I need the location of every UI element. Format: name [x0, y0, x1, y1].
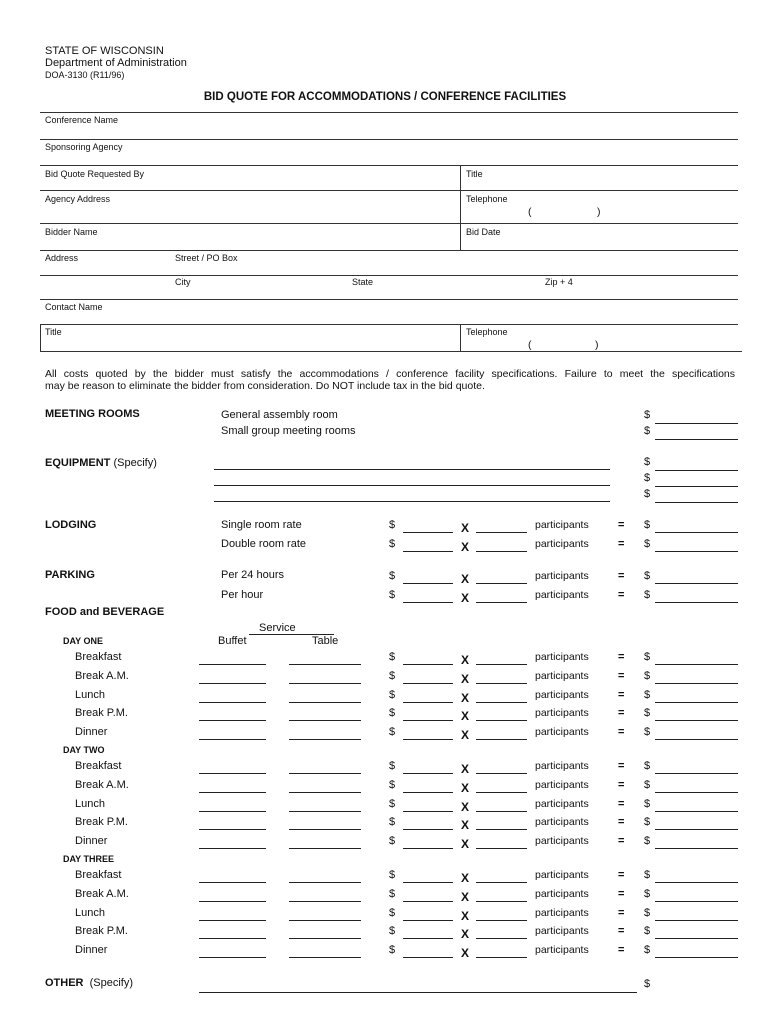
multiply-sign: X: [461, 591, 470, 605]
buffet-field[interactable]: [199, 739, 266, 740]
dollar-sign: $: [644, 816, 651, 828]
table-field[interactable]: [289, 882, 361, 883]
label-agency-address: Agency Address: [45, 194, 111, 204]
form-number: DOA-3130 (R11/96): [45, 70, 125, 80]
dollar-sign: $: [389, 726, 396, 738]
meal-label: Breakfast: [75, 869, 122, 881]
meal-label: Break P.M.: [75, 925, 128, 937]
total-field[interactable]: [655, 811, 738, 812]
equals-sign: =: [618, 835, 625, 847]
buffet-field[interactable]: [199, 848, 266, 849]
table-field[interactable]: [289, 739, 361, 740]
participants-label: participants: [535, 726, 589, 738]
equals-sign: =: [618, 538, 625, 550]
participants-field[interactable]: [476, 957, 527, 958]
label-telephone-2: Telephone: [466, 327, 508, 337]
day-one-label: DAY ONE: [63, 636, 104, 646]
table-field[interactable]: [289, 773, 361, 774]
rate-field[interactable]: [403, 739, 453, 740]
equipment-field[interactable]: [214, 485, 610, 486]
participants-field[interactable]: [476, 792, 527, 793]
buffet-label: Buffet: [218, 635, 247, 647]
buffet-field[interactable]: [199, 901, 266, 902]
total-field[interactable]: [655, 792, 738, 793]
participants-label: participants: [535, 670, 589, 682]
meal-label: Break A.M.: [75, 670, 129, 682]
rate-field[interactable]: [403, 811, 453, 812]
meal-label: Lunch: [75, 907, 105, 919]
dollar-sign: $: [644, 888, 651, 900]
total-field[interactable]: [655, 920, 738, 921]
equals-sign: =: [618, 798, 625, 810]
multiply-sign: X: [461, 728, 470, 742]
label-title-2: Title: [45, 327, 62, 337]
total-field[interactable]: [655, 532, 738, 533]
amount-field[interactable]: [655, 486, 738, 487]
equals-sign: =: [618, 779, 625, 791]
amount-field[interactable]: [655, 439, 738, 440]
instructions-line-2: may be reason to eliminate the bidder from consideration. Do NOT include tax in the bid quote.: [45, 380, 485, 392]
label-zip: Zip + 4: [545, 277, 573, 287]
dollar-sign: $: [644, 456, 651, 468]
dollar-sign: $: [644, 707, 651, 719]
equals-sign: =: [618, 689, 625, 701]
participants-label: participants: [535, 816, 589, 828]
equipment-label: EQUIPMENT: [45, 457, 111, 469]
parking-item: Per hour: [221, 589, 264, 601]
parking-heading: PARKING: [45, 569, 95, 581]
meeting-rooms-heading: MEETING ROOMS: [45, 408, 140, 420]
multiply-sign: X: [461, 909, 470, 923]
dollar-sign: $: [389, 538, 396, 550]
equals-sign: =: [618, 925, 625, 937]
participants-label: participants: [535, 538, 589, 550]
rate-field[interactable]: [403, 882, 453, 883]
total-field[interactable]: [655, 551, 738, 552]
dollar-sign: $: [389, 519, 396, 531]
field-contact-name[interactable]: [40, 324, 738, 325]
dollar-sign: $: [644, 409, 651, 421]
multiply-sign: X: [461, 709, 470, 723]
equals-sign: =: [618, 869, 625, 881]
dollar-sign: $: [644, 726, 651, 738]
dollar-sign: $: [389, 869, 396, 881]
table-field[interactable]: [289, 792, 361, 793]
buffet-field[interactable]: [199, 664, 266, 665]
label-conference-name: Conference Name: [45, 115, 119, 125]
table-field[interactable]: [289, 901, 361, 902]
field-title-telephone[interactable]: [40, 351, 742, 352]
buffet-field[interactable]: [199, 882, 266, 883]
lodging-item: Double room rate: [221, 538, 306, 550]
rate-field[interactable]: [403, 773, 453, 774]
multiply-sign: X: [461, 818, 470, 832]
label-address: Address: [45, 253, 79, 263]
buffet-field[interactable]: [199, 811, 266, 812]
dollar-sign: $: [389, 570, 396, 582]
dollar-sign: $: [389, 689, 396, 701]
rate-field[interactable]: [403, 957, 453, 958]
participants-label: participants: [535, 651, 589, 663]
equals-sign: =: [618, 707, 625, 719]
department-name: Department of Administration: [45, 57, 187, 69]
rate-field[interactable]: [403, 602, 453, 603]
participants-field[interactable]: [476, 602, 527, 603]
buffet-field[interactable]: [199, 720, 266, 721]
participants-field[interactable]: [476, 829, 527, 830]
equals-sign: =: [618, 726, 625, 738]
other-heading: [45, 977, 133, 989]
table-field[interactable]: [289, 848, 361, 849]
participants-field[interactable]: [476, 583, 527, 584]
rate-field[interactable]: [403, 664, 453, 665]
table-label: Table: [312, 635, 339, 647]
rate-field[interactable]: [403, 829, 453, 830]
table-field[interactable]: [289, 829, 361, 830]
dollar-sign: $: [389, 589, 396, 601]
participants-label: participants: [535, 589, 589, 601]
participants-field[interactable]: [476, 551, 527, 552]
participants-field[interactable]: [476, 683, 527, 684]
multiply-sign: X: [461, 540, 470, 554]
participants-field[interactable]: [476, 882, 527, 883]
total-field[interactable]: [655, 938, 738, 939]
participants-label: participants: [535, 925, 589, 937]
multiply-sign: X: [461, 837, 470, 851]
participants-label: participants: [535, 888, 589, 900]
dollar-sign: $: [644, 835, 651, 847]
label-bid-date: Bid Date: [466, 227, 501, 237]
participants-label: participants: [535, 779, 589, 791]
dollar-sign: $: [644, 798, 651, 810]
paren-open-2: (: [528, 339, 532, 351]
rate-field[interactable]: [403, 720, 453, 721]
rate-field[interactable]: [403, 938, 453, 939]
dollar-sign: $: [389, 760, 396, 772]
field-sponsoring-agency[interactable]: [40, 165, 738, 166]
meal-label: Break A.M.: [75, 779, 129, 791]
rate-field[interactable]: [403, 683, 453, 684]
meal-label: Dinner: [75, 944, 108, 956]
meeting-room-item: Small group meeting rooms: [221, 425, 356, 437]
total-field[interactable]: [655, 829, 738, 830]
dollar-sign: $: [644, 907, 651, 919]
participants-label: participants: [535, 689, 589, 701]
dollar-sign: $: [644, 425, 651, 437]
meal-label: Breakfast: [75, 760, 122, 772]
dollar-sign: $: [389, 816, 396, 828]
buffet-field[interactable]: [199, 702, 266, 703]
multiply-sign: X: [461, 800, 470, 814]
rate-field[interactable]: [403, 551, 453, 552]
table-field[interactable]: [289, 811, 361, 812]
other-field[interactable]: [199, 992, 637, 993]
participants-field[interactable]: [476, 532, 527, 533]
total-field[interactable]: [655, 664, 738, 665]
total-field[interactable]: [655, 901, 738, 902]
participants-label: participants: [535, 760, 589, 772]
dollar-sign: $: [389, 907, 396, 919]
dollar-sign: $: [389, 651, 396, 663]
field-requested-by[interactable]: [40, 190, 738, 191]
label-city: City: [175, 277, 191, 287]
meal-label: Lunch: [75, 689, 105, 701]
label-bidder-name: Bidder Name: [45, 227, 98, 237]
equipment-field[interactable]: [214, 501, 610, 502]
table-field[interactable]: [289, 720, 361, 721]
dollar-sign: $: [389, 888, 396, 900]
multiply-sign: X: [461, 946, 470, 960]
field-city-state-zip[interactable]: [40, 299, 738, 300]
dollar-sign: $: [644, 978, 651, 990]
state-name: STATE OF WISCONSIN: [45, 45, 164, 57]
buffet-field[interactable]: [199, 683, 266, 684]
meal-label: Break P.M.: [75, 707, 128, 719]
equals-sign: =: [618, 570, 625, 582]
amount-field[interactable]: [655, 502, 738, 503]
field-street[interactable]: [40, 275, 738, 276]
total-field[interactable]: [655, 882, 738, 883]
meal-label: Break P.M.: [75, 816, 128, 828]
buffet-field[interactable]: [199, 957, 266, 958]
field-bidder-name[interactable]: [40, 250, 738, 251]
dollar-sign: $: [644, 589, 651, 601]
buffet-field[interactable]: [199, 920, 266, 921]
label-sponsoring-agency: Sponsoring Agency: [45, 142, 123, 152]
dollar-sign: $: [389, 798, 396, 810]
rate-field[interactable]: [403, 792, 453, 793]
multiply-sign: X: [461, 762, 470, 776]
buffet-field[interactable]: [199, 792, 266, 793]
multiply-sign: X: [461, 653, 470, 667]
rate-field[interactable]: [403, 583, 453, 584]
amount-field[interactable]: [655, 470, 738, 471]
participants-field[interactable]: [476, 920, 527, 921]
buffet-field[interactable]: [199, 938, 266, 939]
dollar-sign: $: [644, 651, 651, 663]
dollar-sign: $: [644, 869, 651, 881]
participants-label: participants: [535, 907, 589, 919]
other-label: OTHER: [45, 977, 84, 989]
dollar-sign: $: [644, 689, 651, 701]
dollar-sign: $: [389, 925, 396, 937]
equals-sign: =: [618, 519, 625, 531]
participants-field[interactable]: [476, 739, 527, 740]
parking-item: Per 24 hours: [221, 569, 284, 581]
participants-label: participants: [535, 869, 589, 881]
total-field[interactable]: [655, 583, 738, 584]
equipment-field[interactable]: [214, 469, 610, 470]
total-field[interactable]: [655, 683, 738, 684]
service-label: Service: [259, 622, 296, 634]
total-field[interactable]: [655, 773, 738, 774]
equals-sign: =: [618, 589, 625, 601]
participants-field[interactable]: [476, 720, 527, 721]
meal-label: Break A.M.: [75, 888, 129, 900]
rate-field[interactable]: [403, 901, 453, 902]
rate-field[interactable]: [403, 702, 453, 703]
table-field[interactable]: [289, 957, 361, 958]
label-title-1: Title: [466, 169, 483, 179]
food-beverage-heading: FOOD and BEVERAGE: [45, 606, 165, 618]
dollar-sign: $: [389, 707, 396, 719]
rate-field[interactable]: [403, 920, 453, 921]
form-title: BID QUOTE FOR ACCOMMODATIONS / CONFERENCE FACILITIES: [203, 91, 567, 103]
table-field[interactable]: [289, 683, 361, 684]
equals-sign: =: [618, 907, 625, 919]
participants-field[interactable]: [476, 938, 527, 939]
multiply-sign: X: [461, 871, 470, 885]
dollar-sign: $: [644, 925, 651, 937]
multiply-sign: X: [461, 927, 470, 941]
dollar-sign: $: [644, 944, 651, 956]
dollar-sign: $: [644, 670, 651, 682]
buffet-field[interactable]: [199, 829, 266, 830]
label-requested-by: Bid Quote Requested By: [45, 169, 145, 179]
dollar-sign: $: [644, 519, 651, 531]
multiply-sign: X: [461, 691, 470, 705]
table-field[interactable]: [289, 664, 361, 665]
field-conference-name[interactable]: [40, 139, 738, 140]
dollar-sign: $: [644, 488, 651, 500]
participants-field[interactable]: [476, 848, 527, 849]
day-three-label: DAY THREE: [63, 854, 115, 864]
dollar-sign: $: [644, 538, 651, 550]
meal-label: Dinner: [75, 726, 108, 738]
paren-close-1: ): [597, 206, 601, 218]
multiply-sign: X: [461, 572, 470, 586]
paren-open-1: (: [528, 206, 532, 218]
dollar-sign: $: [389, 835, 396, 847]
dollar-sign: $: [389, 944, 396, 956]
total-field[interactable]: [655, 739, 738, 740]
multiply-sign: X: [461, 781, 470, 795]
dollar-sign: $: [644, 779, 651, 791]
participants-field[interactable]: [476, 811, 527, 812]
total-field[interactable]: [655, 602, 738, 603]
participants-field[interactable]: [476, 773, 527, 774]
participants-label: participants: [535, 798, 589, 810]
equals-sign: =: [618, 888, 625, 900]
label-state: State: [352, 277, 374, 287]
participants-field[interactable]: [476, 702, 527, 703]
participants-label: participants: [535, 707, 589, 719]
multiply-sign: X: [461, 672, 470, 686]
dollar-sign: $: [644, 570, 651, 582]
label-street: Street / PO Box: [175, 253, 238, 263]
multiply-sign: X: [461, 521, 470, 535]
participants-field[interactable]: [476, 901, 527, 902]
meal-label: Lunch: [75, 798, 105, 810]
total-field[interactable]: [655, 848, 738, 849]
instructions-line-1: All costs quoted by the bidder must satisfy the accommodations / conference facility specifications. Failure to meet the specifications: [45, 368, 735, 380]
equals-sign: =: [618, 816, 625, 828]
rate-field[interactable]: [403, 848, 453, 849]
participants-field[interactable]: [476, 664, 527, 665]
table-field[interactable]: [289, 938, 361, 939]
equals-sign: =: [618, 944, 625, 956]
equipment-specify: (Specify): [113, 457, 157, 469]
participants-label: participants: [535, 519, 589, 531]
day-two-label: DAY TWO: [63, 745, 105, 755]
total-field[interactable]: [655, 957, 738, 958]
equipment-heading: [45, 457, 157, 469]
meal-label: Breakfast: [75, 651, 122, 663]
meal-label: Dinner: [75, 835, 108, 847]
dollar-sign: $: [389, 670, 396, 682]
amount-field[interactable]: [655, 423, 738, 424]
lodging-heading: LODGING: [45, 519, 97, 531]
buffet-field[interactable]: [199, 773, 266, 774]
total-field[interactable]: [655, 720, 738, 721]
participants-label: participants: [535, 944, 589, 956]
dollar-sign: $: [644, 760, 651, 772]
equals-sign: =: [618, 651, 625, 663]
dollar-sign: $: [389, 779, 396, 791]
meeting-room-item: General assembly room: [221, 409, 338, 421]
field-agency-address[interactable]: [40, 223, 738, 224]
label-contact-name: Contact Name: [45, 302, 103, 312]
participants-label: participants: [535, 570, 589, 582]
lodging-item: Single room rate: [221, 519, 302, 531]
rate-field[interactable]: [403, 532, 453, 533]
multiply-sign: X: [461, 890, 470, 904]
table-field[interactable]: [289, 702, 361, 703]
equals-sign: =: [618, 760, 625, 772]
table-field[interactable]: [289, 920, 361, 921]
total-field[interactable]: [655, 702, 738, 703]
label-telephone-1: Telephone: [466, 194, 508, 204]
equals-sign: =: [618, 670, 625, 682]
paren-close-2: ): [595, 339, 599, 351]
other-specify: (Specify): [89, 977, 134, 989]
dollar-sign: $: [644, 472, 651, 484]
participants-label: participants: [535, 835, 589, 847]
